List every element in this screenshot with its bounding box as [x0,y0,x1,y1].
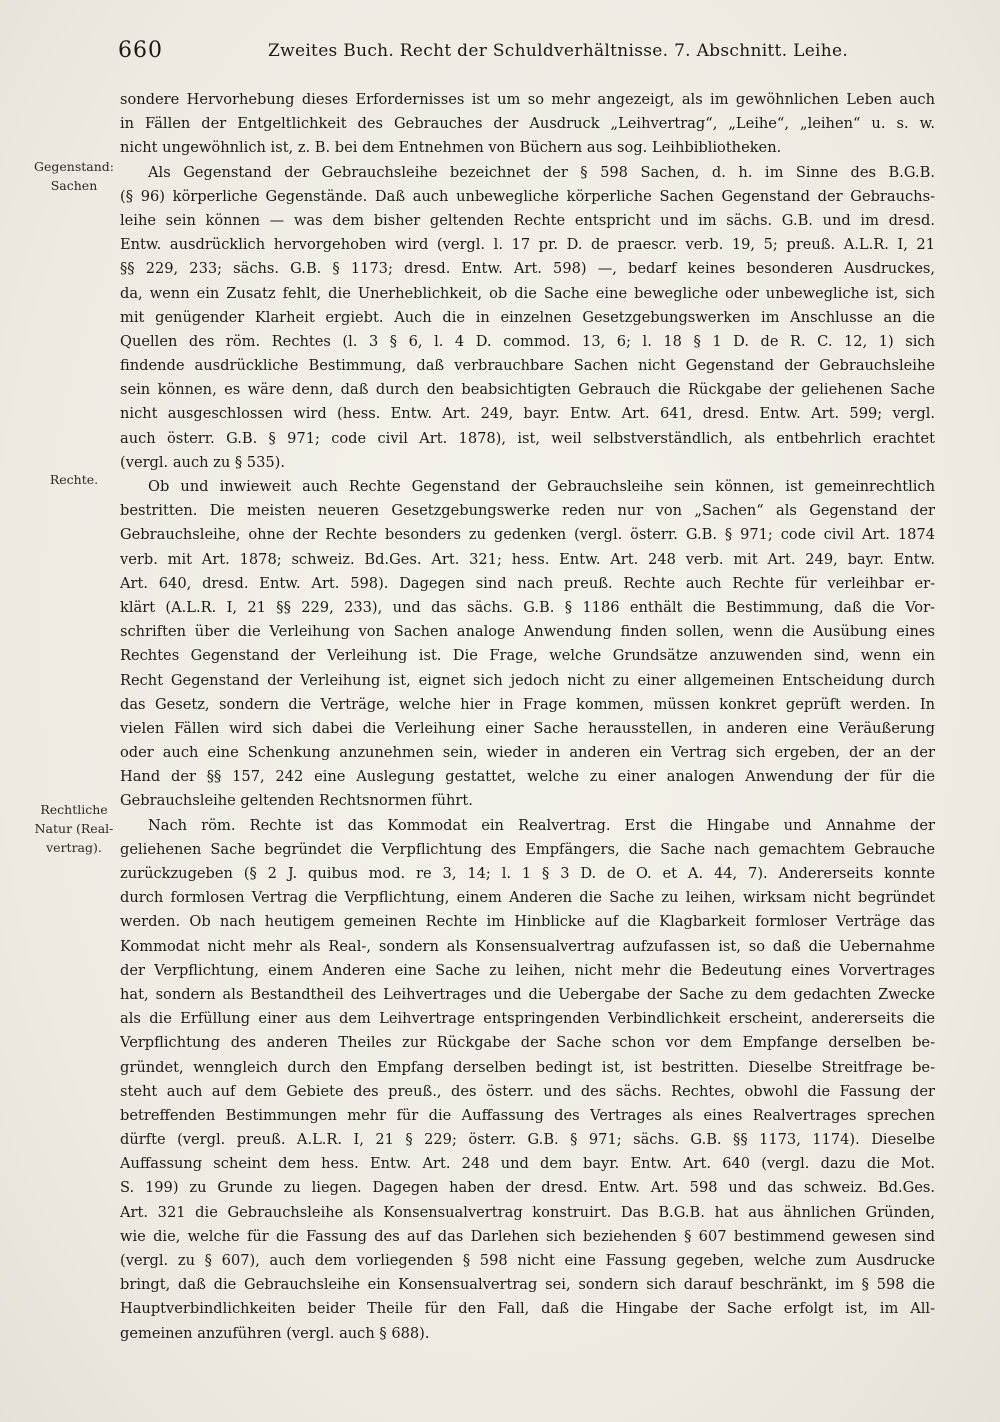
margin-note-line: Rechte. [49,472,99,487]
body-line: Gebrauchsleihe geltenden Rechtsnormen führt. [120,792,473,810]
body-line: steht auch auf dem Gebiete des preuß., des österr. und des sächs. Rechtes, obwohl die Fassung der [120,1082,935,1100]
margin-note-gegenstand [18,157,130,195]
body-line: bestritten. Die meisten neueren Gesetzgebungswerke reden nur von „Sachen“ als Gegenstand der [120,502,935,520]
body-line: das Gesetz, sondern die Verträge, welche hier in Frage kommen, müssen konkret geprüft werden. In [120,695,935,713]
body-line: Art. 640, dresd. Entw. Art. 598). Dagegen sind nach preuß. Rechte auch Rechte für verleihbar er- [120,574,935,592]
body-line: §§ 229, 233; sächs. G.B. § 1173; dresd. Entw. Art. 598) —, bedarf keines besonderen Ausdruckes, [120,260,935,278]
body-line: Hand der §§ 157, 242 eine Auslegung gestattet, welche zu einer analogen Anwendung der für die [120,768,935,786]
body-line: klärt (A.L.R. I, 21 §§ 229, 233), und das sächs. G.B. § 1186 enthält die Bestimmung, daß die Vor- [120,598,935,616]
margin-note-line: Natur (Real- [34,821,114,836]
body-line: nicht ausgeschlossen wird (hess. Entw. Art. 249, bayr. Entw. Art. 641, dresd. Entw. Art. 599; vergl. [120,405,935,423]
body-line: Nach röm. Rechte ist das Kommodat ein Realvertrag. Erst die Hingabe und Annahme der [148,816,935,834]
body-line: dürfte (vergl. preuß. A.L.R. I, 21 § 229; österr. G.B. § 971; sächs. G.B. §§ 1173, 1174). Dieselbe [120,1131,935,1149]
body-line: Rechtes Gegenstand der Verleihung ist. Die Frage, welche Grundsätze anzuwenden sind, wenn ein [120,647,935,665]
body-line: Als Gegenstand der Gebrauchsleihe bezeichnet der § 598 Sachen, d. h. im Sinne des B.G.B. [148,163,935,181]
body-line: leihe sein können — was dem bisher geltenden Rechte entspricht und im sächs. G.B. und im dresd. [120,211,935,229]
body-line: findende ausdrückliche Bestimmung, daß verbrauchbare Sachen nicht Gegenstand der Gebrauchsleihe [120,357,935,375]
body-line: Recht Gegenstand der Verleihung ist, eignet sich jedoch nicht zu einer allgemeinen Entscheidung durch [120,671,935,689]
body-line: sein können, es wäre denn, daß durch den beabsichtigten Gebrauch die Rückgabe der geliehenen Sache [120,381,935,399]
body-line: Ob und inwieweit auch Rechte Gegenstand der Gebrauchsleihe sein können, ist gemeinrechtlich [148,478,935,495]
body-line: mit genügender Klarheit ergiebt. Auch die in einzelnen Gesetzgebungswerken im Anschlusse an die [120,308,935,326]
body-line: zurückzugeben (§ 2 J. quibus mod. re 3, 14; l. 1 § 3 D. de O. et A. 44, 7). Andererseits konnte [120,865,935,882]
body-line: betreffenden Bestimmungen mehr für die Auffassung des Vertrages als eines Realvertrages sprechen [120,1106,935,1124]
body-line: der Verpflichtung, einem Anderen eine Sache zu leihen, nicht mehr die Bedeutung eines Vorvertrages [120,961,935,979]
body-line: Gebrauchsleihe, ohne der Rechte besonders zu gedenken (vergl. österr. G.B. § 971; code civil Art. 1874 [120,526,935,544]
body-line: hat, sondern als Bestandtheil des Leihvertrages und die Uebergabe der Sache zu dem gedachten Zwecke [120,985,935,1003]
margin-note-line: Gegenstand: [34,159,114,174]
page-header [118,38,938,68]
body-line: in Fällen der Entgeltlichkeit des Gebrauches der Ausdruck „Leihvertrag“, „Leihe“, „leihen“ u. s. w. [120,115,935,133]
margin-note-rechte [18,470,130,489]
page-number: 660 [118,38,163,63]
body-line: (vergl. auch zu § 535). [120,453,285,471]
body-line: Quellen des röm. Rechtes (l. 3 § 6, l. 4 D. commod. 13, 6; l. 18 § 1 D. de R. C. 12, 1) sich [120,332,935,350]
body-line: Art. 321 die Gebrauchsleihe als Konsensualvertrag konstruirt. Das B.G.B. hat aus ähnlichen Gründen, [120,1203,935,1221]
body-line: Auffassung scheint dem hess. Entw. Art. 248 und dem bayr. Entw. Art. 640 (vergl. dazu die Mot. [120,1155,935,1173]
body-line: oder auch eine Schenkung anzunehmen sein, wieder in anderen ein Vertrag sich ergeben, der an der [120,744,935,762]
margin-note-line: Rechtliche [40,802,108,817]
body-line: werden. Ob nach heutigem gemeinen Rechte im Hinblicke auf die Klagbarkeit formloser Verträge das [120,913,935,931]
body-line: bringt, daß die Gebrauchsleihe ein Konsensualvertrag sei, sondern sich darauf beschränkt, im § 598 die [120,1276,935,1294]
body-line: Kommodat nicht mehr als Real-, sondern als Konsensualvertrag aufzufassen ist, so daß die Uebernahme [120,937,935,955]
body-line: schriften über die Verleihung von Sachen analoge Anwendung finden sollen, wenn die Ausübung eines [120,623,935,641]
body-line: verb. mit Art. 1878; schweiz. Bd.Ges. Art. 321; hess. Entw. Art. 248 verb. mit Art. 249, bayr. Entw. [120,550,935,568]
running-head: Zweites Buch. Recht der Schuldverhältnisse. 7. Abschnitt. Leihe. [268,41,849,61]
body-line: Verpflichtung des anderen Theiles zur Rückgabe der Sache schon vor dem Empfange derselben be- [120,1034,935,1052]
margin-note-line: Sachen [50,178,98,193]
body-line: vielen Fällen wird sich dabei die Verleihung einer Sache herausstellen, in anderen eine Veräußerung [120,719,935,737]
body-line: (vergl. zu § 607), auch dem vorliegenden § 598 nicht eine Fassung gegeben, welche zum Ausdrucke [120,1252,935,1269]
margin-note-line: vertrag). [46,840,102,855]
margin-note-rechtliche-natur [18,800,130,857]
body-line: auch österr. G.B. § 971; code civil Art. 1878), ist, weil selbstverständlich, als entbehrlich erachtet [120,429,935,447]
body-line: sondere Hervorhebung dieses Erfordernisses ist um so mehr angezeigt, als im gewöhnlichen Leben auch [120,91,935,108]
body-line: gemeinen anzuführen (vergl. auch § 688). [120,1324,430,1342]
body-line: da, wenn ein Zusatz fehlt, die Unerheblichkeit, ob die Sache eine bewegliche oder unbewegliche ist, sich [120,284,935,302]
body-line: wie die, welche für die Fassung des auf das Darlehen sich beziehenden § 607 bestimmend gewesen sind [120,1227,935,1245]
body-line: gründet, wenngleich durch den Empfang derselben bedingt ist, ist bestritten. Dieselbe Streitfrage be- [120,1058,935,1076]
body-line: (§ 96) körperliche Gegenstände. Daß auch unbewegliche körperliche Sachen Gegenstand der Gebrauchs- [120,187,935,205]
body-line: durch formlosen Vertrag die Verpflichtung, einem Anderen die Sache zu leihen, wirksam nicht begründet [120,889,935,907]
body-line: geliehenen Sache begründet die Verpflichtung des Empfängers, die Sache nach gemachtem Gebrauche [120,840,935,858]
body-line: Hauptverbindlichkeiten beider Theile für den Fall, daß die Hingabe der Sache erfolgt ist, im All- [120,1300,935,1318]
body-line: nicht ungewöhnlich ist, z. B. bei dem Entnehmen von Büchern aus sog. Leihbibliotheken. [120,139,782,157]
body-text [120,88,935,1346]
body-line: als die Erfüllung einer aus dem Leihvertrage entspringenden Verbindlichkeit erscheint, andererseits die [120,1010,935,1028]
body-line: S. 199) zu Grunde zu liegen. Dagegen haben der dresd. Entw. Art. 598 und das schweiz. Bd.Ges. [120,1179,935,1197]
body-line: Entw. ausdrücklich hervorgehoben wird (vergl. l. 17 pr. D. de praescr. verb. 19, 5; preuß. A.L.R. I, 21 [120,236,935,254]
